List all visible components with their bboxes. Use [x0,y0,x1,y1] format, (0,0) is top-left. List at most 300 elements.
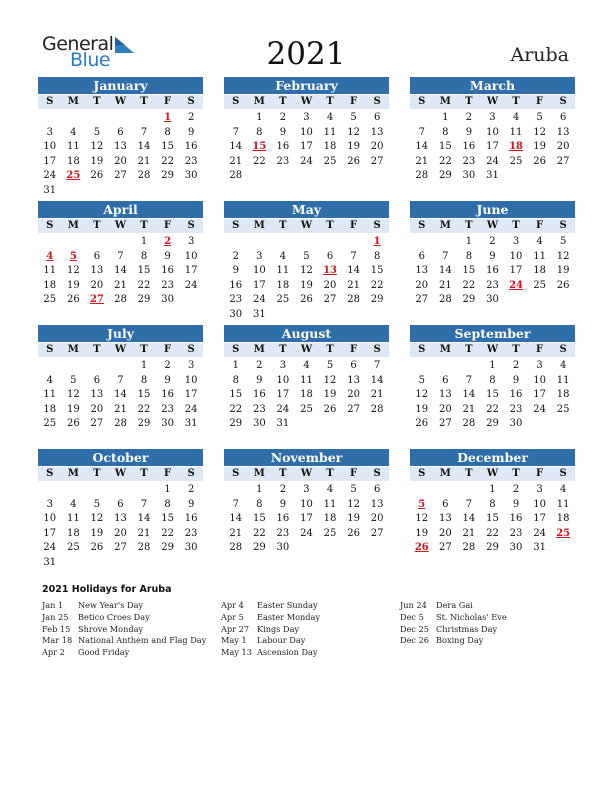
weekday-label: W [114,220,127,231]
holiday-name: Shrove Monday [78,623,144,634]
day-cell: 7 [465,498,473,510]
day-cell: 15 [370,265,384,277]
weekday-label: M [253,468,265,479]
day-cell: 27 [90,418,104,430]
weekday-header [38,219,203,233]
day-cell: 20 [114,527,127,539]
day-cell: 14 [229,141,243,153]
day-cell: 10 [533,374,546,386]
day-cell: 20 [438,527,452,539]
day-cell: 22 [161,527,174,539]
day-cell: 14 [370,374,384,386]
day-cell: 20 [90,279,104,291]
day-cell: 17 [43,155,57,167]
day-cell: 13 [347,374,360,386]
day-cell: 10 [486,126,499,138]
day-cell: 1 [140,236,148,247]
day-cell: 20 [114,155,127,167]
day-cell: 9 [512,374,520,386]
day-grid [410,359,575,432]
day-cell: 5 [536,112,543,123]
holiday-name: Good Friday [78,647,130,658]
day-cell: 26 [66,294,80,306]
day-cell: 22 [229,403,243,415]
day-cell: 12 [90,141,104,153]
day-cell: 7 [350,250,357,262]
day-cell: 10 [300,498,313,510]
day-cell: 21 [462,527,476,539]
day-cell: 26 [66,418,80,430]
day-cell: 4 [326,484,334,495]
day-cell: 16 [486,265,499,277]
day-cell: 23 [486,279,499,291]
holiday-date: Mar 18 [42,635,73,646]
day-cell: 20 [323,279,337,291]
month-title: November [224,449,389,466]
day-cell: 21 [415,155,429,167]
day-cell: 6 [418,250,425,262]
weekday-label: T [326,96,334,107]
holiday-day: 1 [373,236,381,247]
weekday-label: T [279,344,287,355]
day-cell: 10 [276,374,290,386]
day-cell: 24 [252,294,266,306]
day-cell: 10 [300,126,313,138]
empty-cell [457,359,481,374]
day-cell: 30 [509,542,523,554]
holiday-date: Jun 24 [400,600,427,610]
day-cell: 3 [303,484,310,495]
empty-cell [132,483,156,498]
day-cell: 3 [187,360,195,371]
day-cell: 12 [66,265,80,277]
day-cell: 9 [187,126,195,138]
day-cell: 21 [114,403,127,415]
day-cell: 22 [137,279,151,291]
day-cell: 10 [184,374,198,386]
weekday-label: T [93,468,101,479]
holiday-date: Jan 25 [42,611,69,622]
holiday-date: Dec 25 [400,623,430,634]
day-cell: 25 [43,418,57,430]
day-cell: 18 [43,403,57,415]
holiday-day: 4 [46,250,54,262]
day-cell: 27 [438,542,452,554]
day-cell: 3 [279,360,287,371]
empty-cell [224,111,248,126]
day-cell: 7 [232,126,239,138]
holiday-row [400,635,507,647]
day-cell: 5 [559,236,567,247]
day-cell: 17 [43,527,57,539]
holiday-name: Ascension Day [257,647,318,658]
day-cell: 14 [114,389,127,401]
day-cell: 30 [229,308,243,320]
holiday-day: 5 [69,250,77,262]
day-cell: 24 [300,155,313,167]
day-cell: 1 [442,112,449,123]
empty-cell [318,235,342,250]
day-cell: 22 [137,403,151,415]
month-november [224,449,389,556]
weekday-label: S [373,468,381,479]
day-cell: 13 [370,126,384,138]
day-cell: 9 [279,498,287,510]
month-january [38,77,203,199]
logo-blue-text: Blue [70,49,111,71]
month-title: October [38,449,203,466]
day-cell: 15 [229,389,243,401]
day-cell: 18 [276,279,290,291]
weekday-label: T [512,468,520,479]
day-cell: 27 [114,542,127,554]
day-cell: 4 [559,360,567,371]
day-cell: 26 [90,542,104,554]
empty-cell [434,359,458,374]
day-cell: 8 [256,498,263,510]
day-cell: 29 [486,542,499,554]
day-cell: 21 [114,279,127,291]
day-cell: 31 [486,170,499,182]
holiday-date: May 1 [221,635,247,646]
weekday-label: S [187,96,195,107]
empty-cell [224,483,248,498]
weekday-label: F [164,220,172,231]
day-cell: 6 [93,250,101,262]
day-grid [224,359,389,432]
weekday-label: W [486,468,499,479]
weekday-label: W [114,96,127,107]
day-cell: 29 [370,294,384,306]
day-cell: 24 [184,403,198,415]
weekday-label: S [232,468,240,479]
day-cell: 10 [43,513,57,525]
day-cell: 16 [229,279,243,291]
day-cell: 23 [462,155,476,167]
day-cell: 20 [347,389,360,401]
weekday-label: W [114,344,127,355]
holiday-date: Feb 15 [42,623,71,634]
day-cell: 9 [512,498,520,510]
day-cell: 13 [415,265,429,277]
day-cell: 4 [303,360,310,371]
weekday-label: F [350,344,358,355]
day-cell: 4 [512,112,520,123]
holiday-row [400,600,507,612]
country-name: Aruba [510,44,569,66]
day-cell: 19 [66,403,80,415]
day-cell: 19 [556,265,570,277]
weekday-label: F [350,220,358,231]
day-cell: 29 [161,170,174,182]
empty-cell [248,235,272,250]
day-cell: 10 [252,265,266,277]
day-cell: 13 [90,265,104,277]
day-cell: 5 [350,484,357,495]
holiday-day: 26 [414,542,429,554]
empty-cell [109,483,133,498]
day-cell: 14 [415,141,429,153]
weekday-label: T [279,468,287,479]
day-cell: 25 [323,155,337,167]
day-cell: 17 [509,265,523,277]
holiday-name: Betico Croes Day [78,611,150,622]
weekday-label: S [232,344,240,355]
day-cell: 18 [556,513,570,525]
holiday-name: Christmas Day [436,623,498,634]
day-cell: 28 [462,542,476,554]
weekday-label: T [326,220,334,231]
day-cell: 26 [347,155,360,167]
day-cell: 29 [161,542,174,554]
day-cell: 18 [66,155,80,167]
holiday-row [221,612,320,624]
day-cell: 14 [347,265,360,277]
day-cell: 6 [442,498,449,510]
empty-cell [85,483,109,498]
day-cell: 9 [256,374,263,386]
day-cell: 27 [438,418,452,430]
month-august [224,325,389,432]
weekday-label: T [93,344,101,355]
day-cell: 31 [276,418,290,430]
empty-cell [434,235,458,250]
day-cell: 30 [184,542,198,554]
holiday-day: 25 [66,170,81,182]
day-cell: 10 [509,250,523,262]
day-cell: 21 [370,389,384,401]
empty-cell [457,483,481,498]
empty-cell [410,359,434,374]
holiday-column [400,600,507,647]
empty-cell [342,235,366,250]
day-cell: 25 [300,403,313,415]
day-cell: 16 [161,389,174,401]
day-cell: 25 [43,294,57,306]
day-cell: 8 [465,250,473,262]
empty-cell [62,111,86,126]
day-cell: 21 [462,403,476,415]
day-cell: 6 [326,250,334,262]
day-cell: 7 [418,126,425,138]
day-cell: 17 [276,389,290,401]
weekday-label: T [279,96,287,107]
empty-cell [109,111,133,126]
weekday-label: M [439,468,451,479]
holiday-name: Dera Gai [436,600,473,610]
day-cell: 17 [184,265,198,277]
day-cell: 4 [559,484,567,495]
day-cell: 17 [184,389,198,401]
holiday-name: New Year's Day [78,600,144,610]
holiday-name: National Anthem and Flag Day [78,635,207,646]
day-cell: 27 [370,527,384,539]
day-cell: 8 [256,126,263,138]
empty-cell [85,235,109,250]
day-cell: 2 [465,112,473,123]
day-cell: 23 [252,403,266,415]
month-december [410,449,575,556]
day-cell: 29 [438,170,452,182]
weekday-label: S [373,96,381,107]
day-cell: 2 [256,360,263,371]
day-cell: 31 [533,542,546,554]
day-cell: 11 [66,513,80,525]
day-cell: 19 [415,403,429,415]
weekday-label: S [46,220,54,231]
day-cell: 9 [279,126,287,138]
day-cell: 12 [415,513,429,525]
day-cell: 2 [187,484,195,495]
weekday-header [410,219,575,233]
day-cell: 7 [465,374,473,386]
weekday-label: W [114,468,127,479]
day-cell: 29 [252,542,266,554]
day-cell: 8 [140,374,148,386]
day-cell: 2 [279,484,287,495]
weekday-label: T [326,468,334,479]
weekday-header [410,95,575,109]
day-cell: 19 [347,141,360,153]
weekday-label: T [93,96,101,107]
day-cell: 22 [462,279,476,291]
weekday-label: S [232,96,240,107]
day-cell: 28 [438,294,452,306]
day-cell: 5 [303,250,310,262]
holiday-row [42,647,206,659]
day-cell: 20 [438,403,452,415]
day-cell: 13 [438,389,452,401]
day-cell: 25 [276,294,290,306]
day-cell: 8 [489,498,496,510]
day-cell: 23 [509,527,523,539]
day-cell: 15 [137,265,151,277]
day-cell: 22 [161,155,174,167]
day-cell: 17 [300,513,313,525]
empty-cell [410,235,434,250]
day-cell: 1 [164,484,171,495]
day-grid [410,235,575,308]
day-cell: 10 [184,250,198,262]
day-cell: 5 [350,112,357,123]
day-cell: 4 [46,374,53,386]
day-grid [410,111,575,184]
month-september [410,325,575,432]
weekday-label: F [536,344,544,355]
day-cell: 12 [300,265,313,277]
day-cell: 11 [323,498,337,510]
month-title: September [410,325,575,342]
day-grid [38,111,203,199]
day-cell: 24 [276,403,290,415]
holiday-day: 25 [556,527,571,539]
weekday-label: W [486,344,499,355]
weekday-label: S [373,344,381,355]
weekday-label: W [486,220,499,231]
weekday-header [38,467,203,481]
day-cell: 12 [347,126,360,138]
weekday-label: S [373,220,381,231]
day-cell: 12 [90,513,104,525]
weekday-label: T [140,96,148,107]
day-cell: 28 [229,542,243,554]
day-cell: 18 [556,389,570,401]
month-title: April [38,201,203,218]
day-cell: 30 [161,294,174,306]
weekday-label: W [300,344,313,355]
day-cell: 12 [66,389,80,401]
day-cell: 16 [252,389,266,401]
holiday-day: 5 [418,498,426,510]
day-cell: 9 [465,126,473,138]
weekday-label: T [326,344,334,355]
day-cell: 7 [442,250,449,262]
day-cell: 15 [486,513,499,525]
holiday-day: 27 [89,294,104,306]
weekday-label: T [465,344,473,355]
day-cell: 24 [486,155,499,167]
day-cell: 23 [276,155,290,167]
weekday-label: M [67,468,79,479]
weekday-label: F [350,468,358,479]
day-cell: 12 [347,498,360,510]
day-cell: 23 [276,527,290,539]
day-cell: 3 [303,112,310,123]
day-cell: 28 [137,542,151,554]
holiday-row [400,612,507,624]
holiday-column [221,600,320,659]
day-cell: 6 [442,374,449,386]
weekday-label: S [232,220,240,231]
empty-cell [109,235,133,250]
day-cell: 16 [184,141,198,153]
day-cell: 27 [347,403,360,415]
holiday-row [221,600,320,612]
day-cell: 23 [161,279,174,291]
day-cell: 13 [90,389,104,401]
day-cell: 28 [114,418,127,430]
weekday-label: S [559,468,567,479]
day-cell: 5 [93,498,101,510]
month-title: July [38,325,203,342]
day-cell: 23 [229,294,243,306]
day-cell: 17 [533,513,546,525]
weekday-label: M [67,96,79,107]
day-cell: 19 [90,155,104,167]
day-cell: 31 [43,184,57,196]
day-cell: 21 [229,155,243,167]
weekday-label: M [253,220,265,231]
day-cell: 15 [438,141,452,153]
holiday-row [221,635,320,647]
weekday-label: T [465,220,473,231]
empty-cell [132,111,156,126]
weekday-label: S [46,344,54,355]
day-cell: 6 [373,112,381,123]
day-cell: 15 [486,389,499,401]
weekday-label: F [536,468,544,479]
day-cell: 14 [137,141,151,153]
day-cell: 7 [117,250,124,262]
month-june [410,201,575,308]
holiday-day: 15 [252,141,267,153]
empty-cell [62,235,86,250]
day-cell: 2 [512,484,520,495]
holiday-column [42,600,206,659]
empty-cell [38,483,62,498]
day-cell: 22 [486,403,499,415]
weekday-label: T [140,468,148,479]
